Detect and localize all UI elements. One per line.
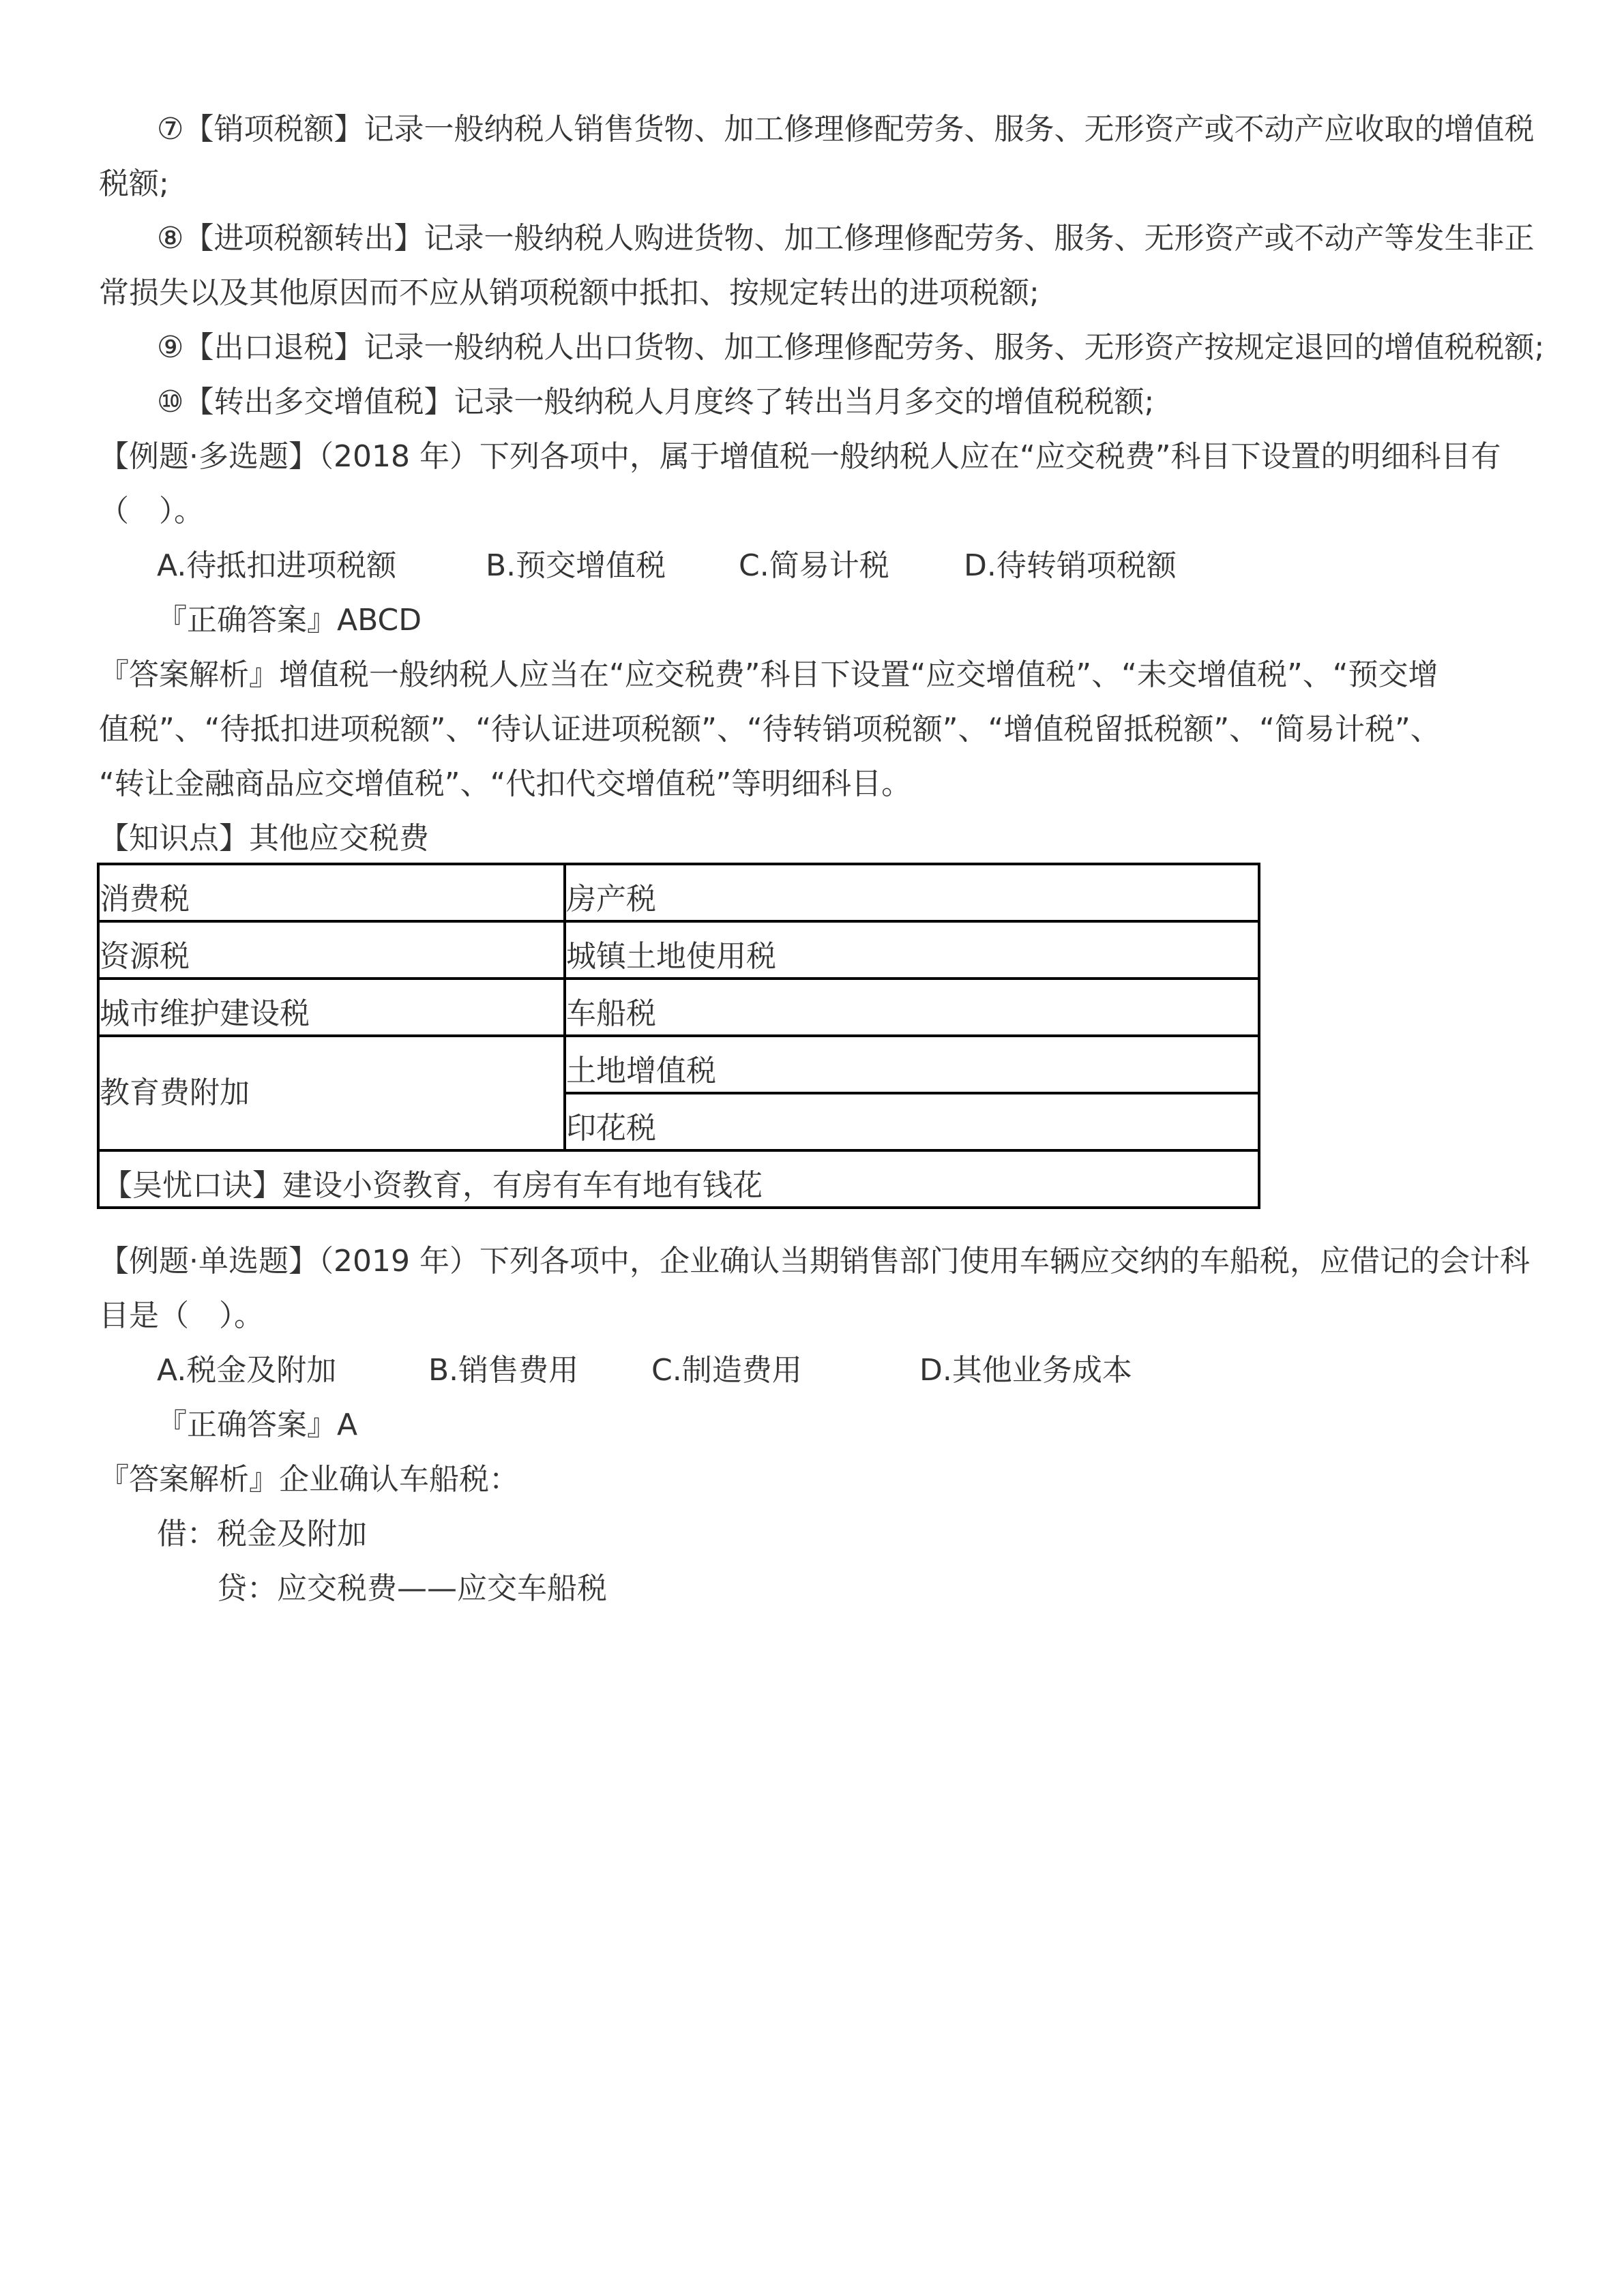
item-10-line1 [157,382,1154,423]
table-cell: 消费税 [98,864,565,921]
example1-analysis-line3: “转让金融商品应交增值税”、“代扣代交增值税”等明细科目。 [99,766,912,801]
option-c: C.简易计税 [739,548,889,583]
option-d: D.待转销项税额 [964,548,1177,583]
journal-debit: 借：税金及附加 [157,1517,367,1551]
item-9-line1 [157,327,1544,368]
item-7-line2: 税额; [99,166,169,201]
example1-analysis-line1: 『答案解析』增值税一般纳税人应当在“应交税费”科目下设置“应交增值税”、“未交增值税”、“预交增 [99,657,1438,692]
tax-table [97,863,1260,1209]
item-text: 记录一般纳税人销售货物、加工修理修配劳务、服务、无形资产或不动产应收取的增值税 [364,112,1535,147]
option-c: C.制造费用 [651,1353,802,1388]
item-8-line2: 常损失以及其他原因而不应从销项税额中抵扣、按规定转出的进项税额; [99,275,1039,310]
example2-answer: 『正确答案』A [157,1407,358,1442]
option-a: A.待抵扣进项税额 [157,548,397,583]
item-8-line1 [157,218,1534,259]
example1-analysis-line2: 值税”、“待抵扣进项税额”、“待认证进项税额”、“待转销项税额”、“增值税留抵税额”、“简易计税”、 [99,712,1441,747]
item-number: ⑩ [157,385,184,419]
example1-question-line2: （ ）。 [99,494,204,528]
item-title: 【转出多交增值税】 [183,385,454,419]
table-cell: 车船税 [565,979,1259,1036]
table-cell: 资源税 [98,921,565,979]
table-cell: 土地增值税 [565,1036,1259,1093]
item-title: 【出口退税】 [183,330,364,365]
option-d: D.其他业务成本 [919,1353,1132,1388]
option-b: B.销售费用 [428,1353,579,1388]
table-cell: 印花税 [565,1093,1259,1150]
example1-answer: 『正确答案』ABCD [157,603,422,638]
item-text: 记录一般纳税人购进货物、加工修理修配劳务、服务、无形资产或不动产等发生非正 [424,221,1535,256]
knowledge-heading: 【知识点】其他应交税费 [99,821,429,856]
option-b: B.预交增值税 [486,548,666,583]
table-row [98,1036,1259,1093]
table-cell: 城镇土地使用税 [565,921,1259,979]
example1-question-line1: 【例题·多选题】（2018 年）下列各项中，属于增值税一般纳税人应在“应交税费”科目下设置的明细科目有 [99,439,1501,474]
item-title: 【销项税额】 [183,112,364,147]
table-row [98,864,1259,921]
mnemonic-cell: 【吴忧口诀】建设小资教育，有房有车有地有钱花 [98,1150,1259,1208]
item-text: 记录一般纳税人月度终了转出当月多交的增值税税额; [454,385,1155,419]
table-row [98,921,1259,979]
item-text: 记录一般纳税人出口货物、加工修理修配劳务、服务、无形资产按规定退回的增值税税额; [364,330,1545,365]
journal-credit: 贷：应交税费——应交车船税 [217,1571,607,1606]
item-number: ⑨ [157,330,184,365]
option-a: A.税金及附加 [157,1353,337,1388]
item-7-line1 [157,109,1534,150]
table-cell: 教育费附加 [98,1036,565,1150]
example2-question-line2: 目是（ ）。 [99,1298,264,1333]
example2-question-line1: 【例题·单选题】（2019 年）下列各项中，企业确认当期销售部门使用车辆应交纳的车船税，应借记的会计科 [99,1244,1530,1279]
table-cell: 城市维护建设税 [98,979,565,1036]
table-cell: 房产税 [565,864,1259,921]
table-row [98,979,1259,1036]
item-number: ⑦ [157,112,184,147]
item-number: ⑧ [157,221,184,256]
example2-analysis: 『答案解析』企业确认车船税： [99,1462,519,1497]
table-footer-row [98,1150,1259,1208]
item-title: 【进项税额转出】 [183,221,424,256]
